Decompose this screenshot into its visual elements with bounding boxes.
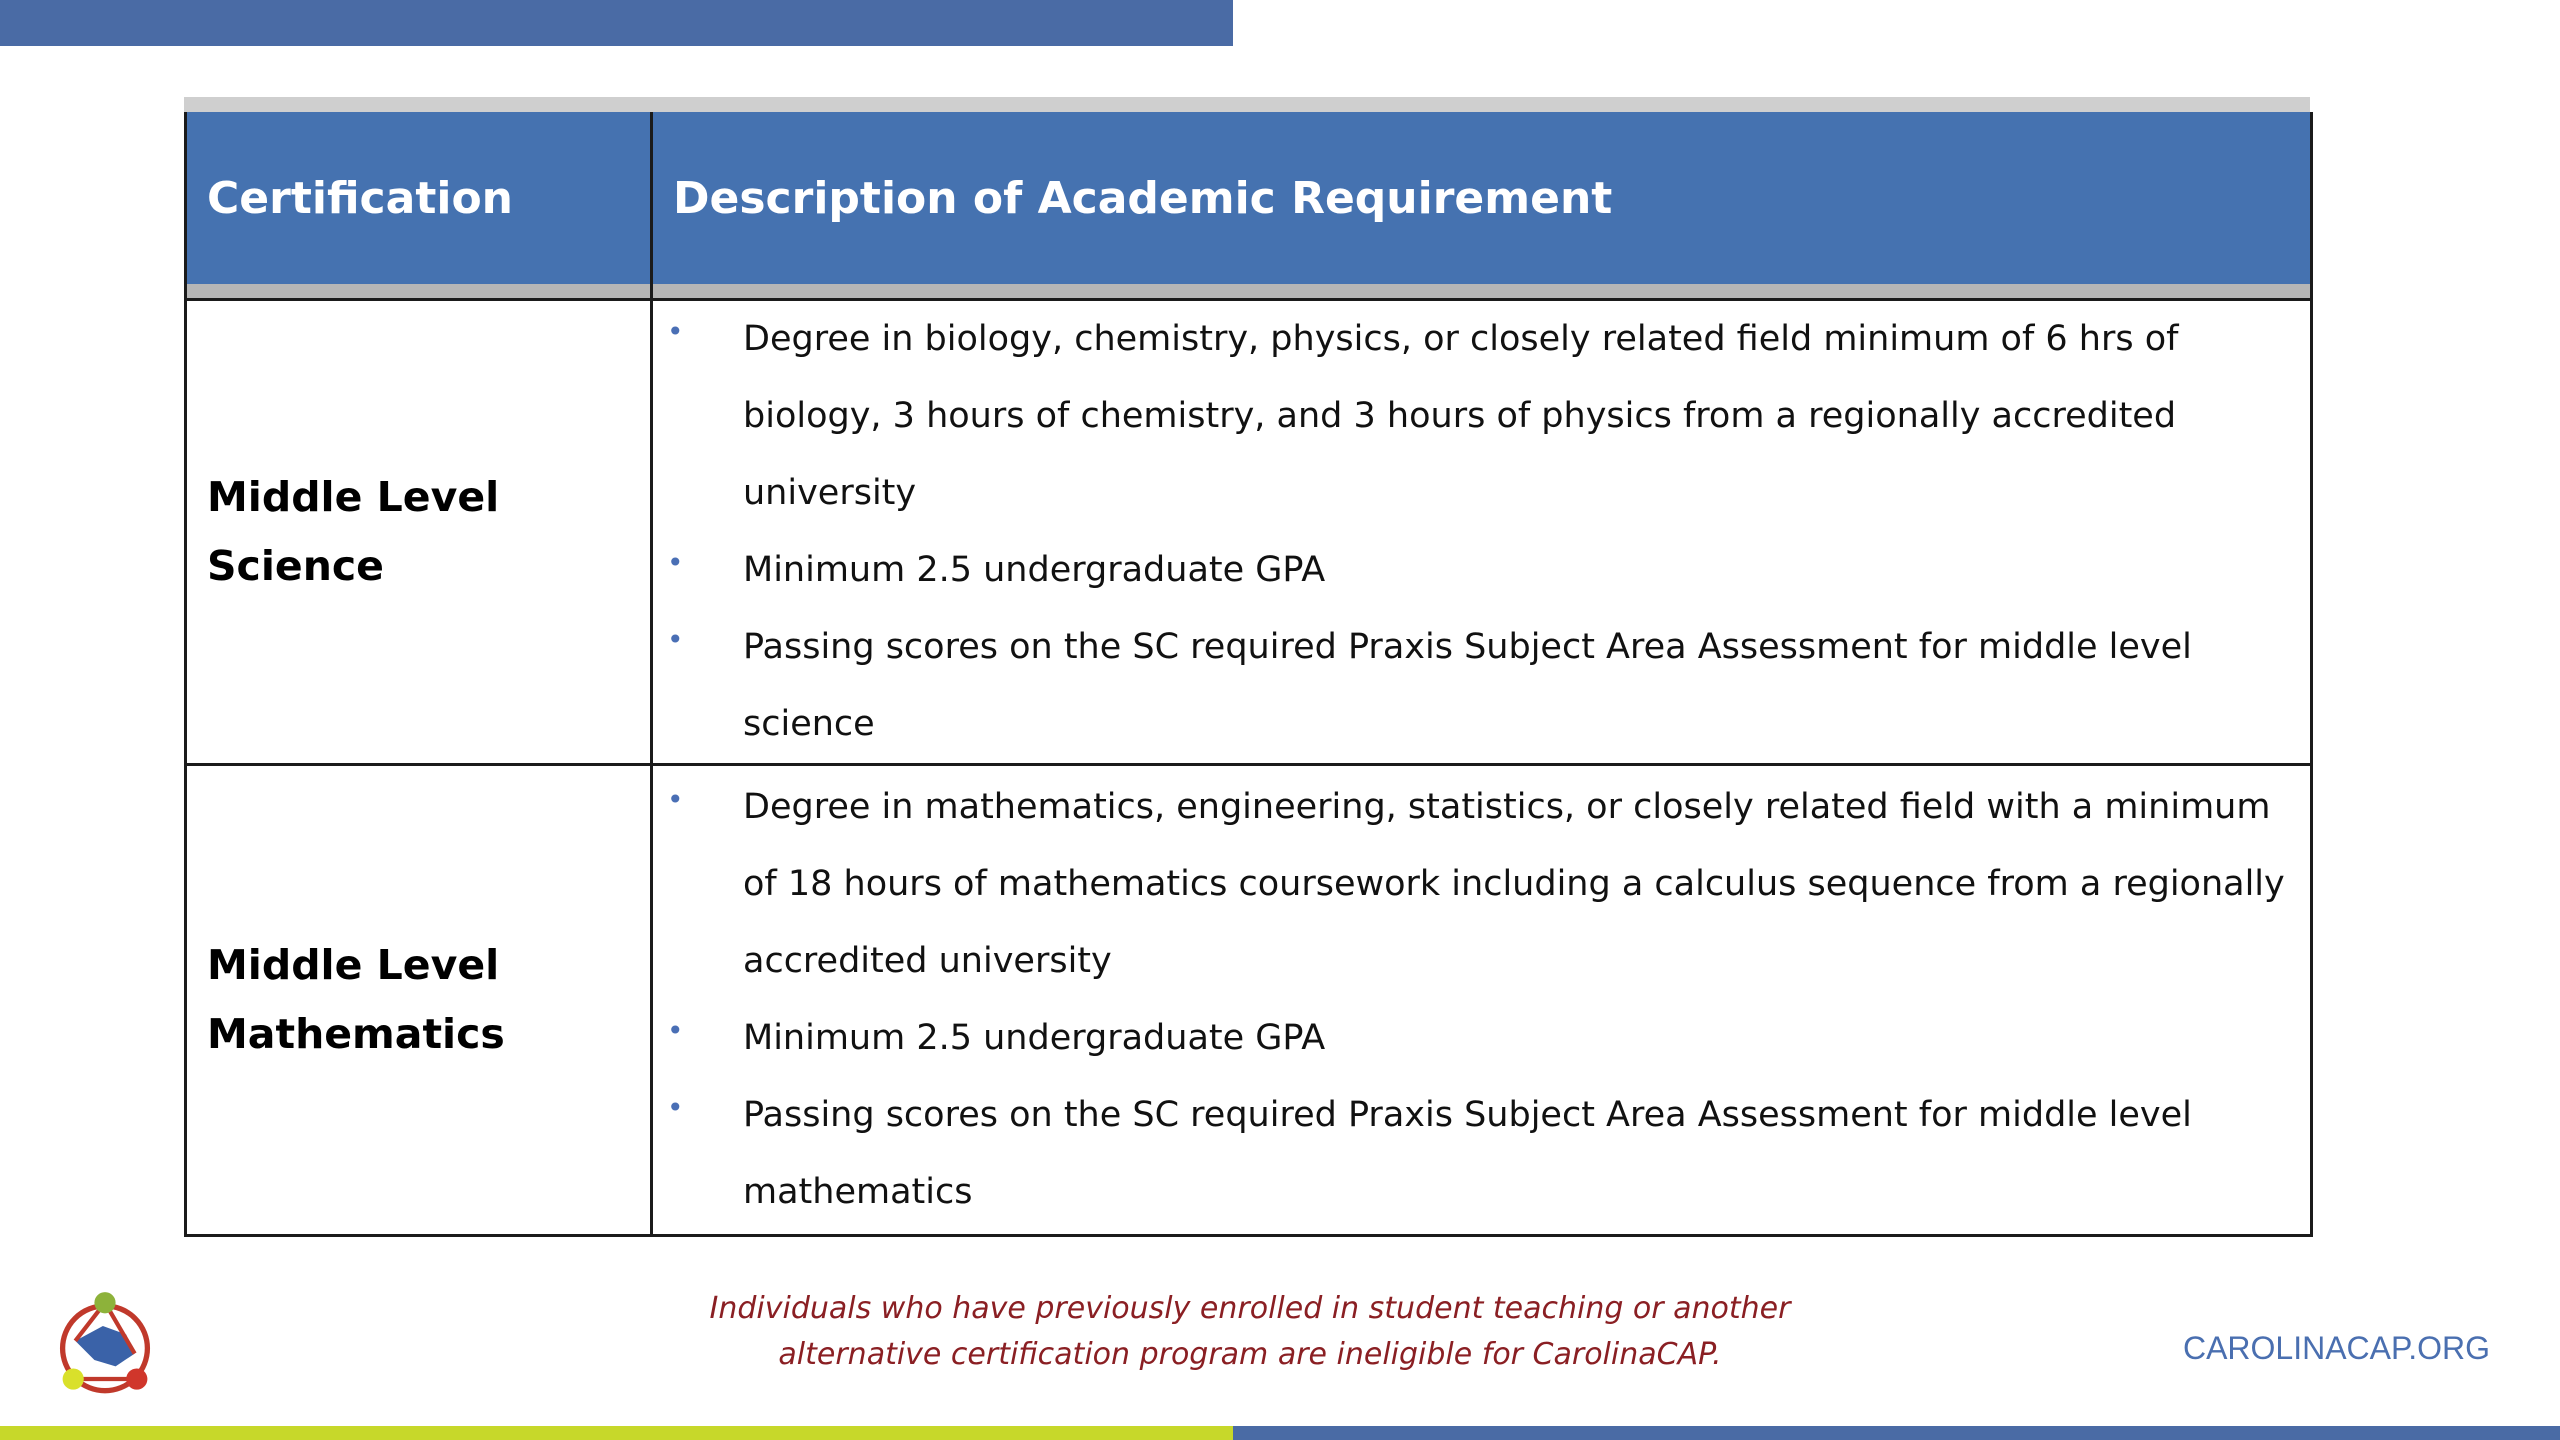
table-top-rule [184,97,2310,112]
table-header-row [186,112,2312,284]
requirement-text: Minimum 2.5 undergraduate GPA [743,550,1326,590]
requirements-cell [652,300,2312,765]
bullet-icon: • [667,783,684,816]
list-item [653,1077,2290,1231]
bullet-icon: • [667,546,684,579]
eligibility-note: Individuals who have previously enrolled in student teaching or another alternative certification program are ineligible for CarolinaCAP. [709,1291,1791,1372]
table-row [186,300,2312,765]
header-certification: Certification [186,112,652,284]
list-item [653,1000,2290,1077]
carolinacap-logo-icon [52,1290,158,1396]
table-row [186,765,2312,1236]
requirement-text: Passing scores on the SC required Praxis Subject Area Assessment for middle level science [743,627,2192,744]
list-item [653,609,2290,763]
requirement-text: Degree in mathematics, engineering, statistics, or closely related field with a minimum of 18 hours of mathematics coursework including a calculus sequence from a regionally accredited university [743,787,2285,981]
top-accent-bar [0,0,1233,46]
header-divider [186,284,2312,300]
list-item [653,301,2290,532]
certification-cell: Middle Level Mathematics [186,765,652,1236]
list-item [653,532,2290,609]
bullet-icon: • [667,1091,684,1124]
bottom-accent-bar-left [0,1426,1233,1440]
requirements-cell [652,765,2312,1236]
requirements-list [653,769,2290,1231]
website-link[interactable]: CAROLINACAP.ORG [2182,1330,2490,1366]
bottom-accent-bar-right [1233,1426,2560,1440]
requirements-list [653,301,2290,763]
requirements-table [184,112,2313,1237]
requirements-table-container [184,97,2310,1237]
certification-cell: Middle Level Science [186,300,652,765]
bullet-icon: • [667,623,684,656]
requirement-text: Passing scores on the SC required Praxis Subject Area Assessment for middle level mathematics [743,1095,2192,1212]
list-item [653,769,2290,1000]
bullet-icon: • [667,1014,684,1047]
requirement-text: Minimum 2.5 undergraduate GPA [743,1018,1326,1058]
bullet-icon: • [667,315,684,348]
header-description: Description of Academic Requirement [652,112,2312,284]
requirement-text: Degree in biology, chemistry, physics, or closely related field minimum of 6 hrs of biology, 3 hours of chemistry, and 3 hours of physics from a regionally accredited university [743,319,2179,513]
